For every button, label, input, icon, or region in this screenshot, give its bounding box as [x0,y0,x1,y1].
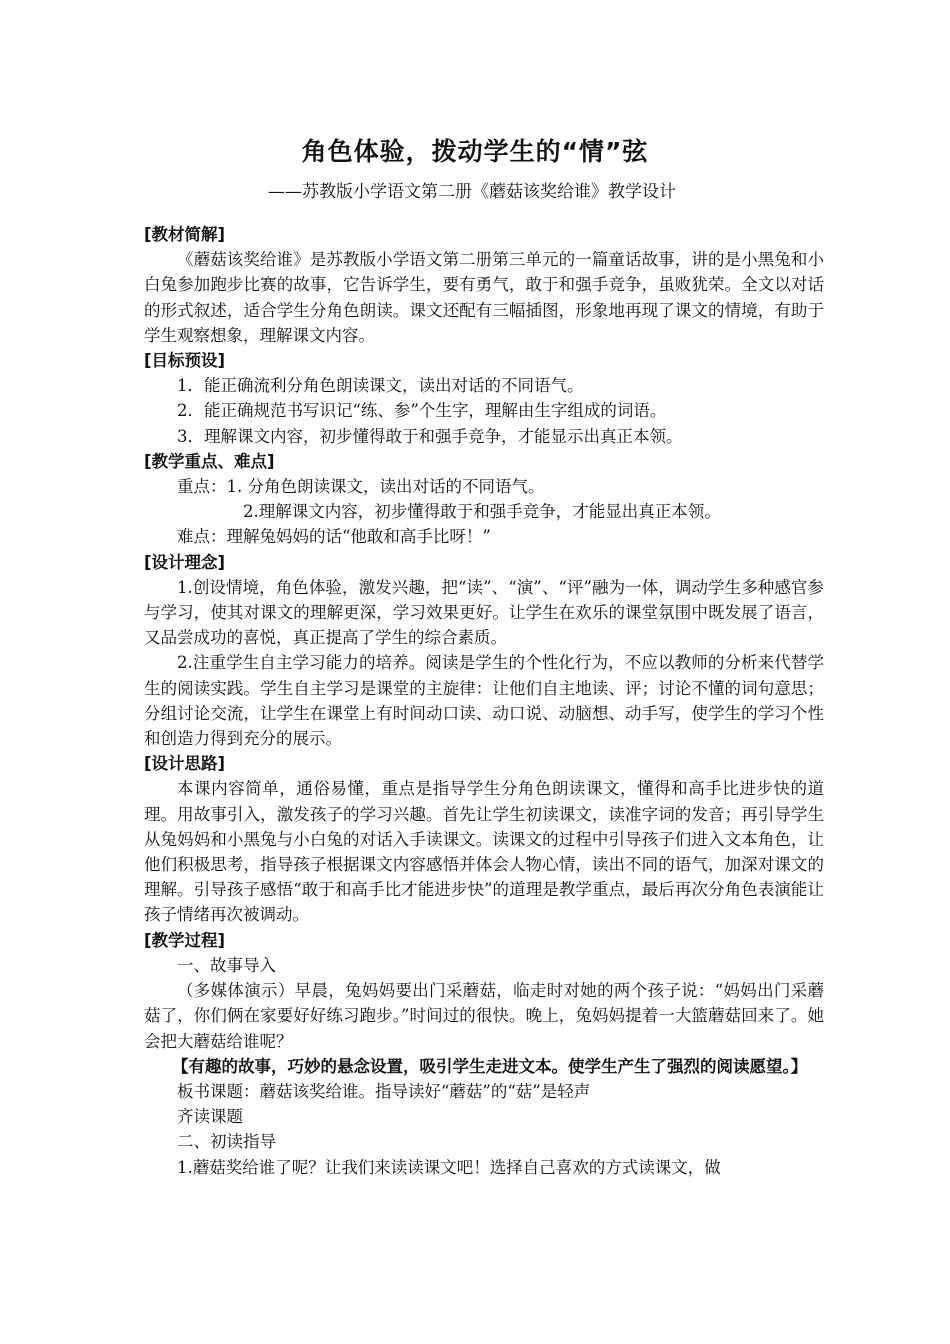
document-body [144,222,824,1180]
difficulty-point: 难点：理解兔妈妈的话“他敢和高手比呀！” [177,527,491,547]
process-story: （多媒体演示）早晨，兔妈妈要出门采蘑菇，临走时对她的两个孩子说：“妈妈出门采蘑菇了，你们俩在家要好好练习跑步。”时间过的很快。晚上，兔妈妈提着一大篮蘑菇回来了。她会把大蘑菇给谁呢？ [144,981,824,1051]
goal-item-1: 1．能正确流利分角色朗读课文，读出对话的不同语气。 [177,376,584,396]
key-point-2: 2.理解课文内容，初步懂得敢于和强手竞争，才能显出真正本领。 [243,502,721,522]
goal-item-3: 3．理解课文内容，初步懂得敢于和强手竞争，才能显示出真正本领。 [177,426,683,446]
document-title: 角色体验，拨动学生的“情”弦 [301,137,649,166]
process-board: 板书课题：蘑菇该奖给谁。指导读好“蘑菇”的“菇”是轻声 [177,1081,591,1101]
section-heading-goals: [目标预设] [144,351,226,371]
section-heading-ideas: [设计思路] [144,754,226,774]
philosophy-paragraph-2: 2.注重学生自主学习能力的培养。阅读是学生的个性化行为，不应以教师的分析来代替学生的阅读实践。学生自主学习是课堂的主旋律：让他们自主地读、评；讨论不懂的词句意思；分组讨论交流，让学生在课堂上有时间动口读、动口说、动脑想、动手写，使学生的学习个性和创造力得到充分的展示。 [144,653,824,749]
section-heading-process: [教学过程] [144,930,226,950]
document-subtitle: ——苏教版小学语文第二册《蘑菇该奖给谁》教学设计 [268,182,676,202]
process-step-1: 一、故事导入 [177,955,276,975]
section-heading-philosophy: [设计理念] [144,552,226,572]
ideas-paragraph: 本课内容简单，通俗易懂，重点是指导学生分角色朗读课文，懂得和高手比进步快的道理。用故事引入，激发孩子的学习兴趣。首先让学生初读课文，读准字词的发音；再引导学生从兔妈妈和小黑兔与小白兔的对话入手读课文。读课文的过程中引导孩子们进入文本角色，让他们积极思考，指导孩子根据课文内容感悟并体会人物心情，读出不同的语气，加深对课文的理解。引导孩子感悟“敢于和高手比才能进步快”的道理是教学重点，最后再次分角色表演能让孩子情绪再次被调动。 [144,779,824,925]
textbook-paragraph: 《蘑菇该奖给谁》是苏教版小学语文第二册第三单元的一篇童话故事，讲的是小黑兔和小白兔参加跑步比赛的故事，它告诉学生，要有勇气，敢于和强手竞争，虽败犹荣。全文以对话的形式叙述，适合学生分角色朗读。课文还配有三幅插图，形象地再现了课文的情境，有助于学生观察想象，理解课文内容。 [144,250,824,345]
process-step-2: 二、初读指导 [177,1132,276,1152]
process-task-1: 1.蘑菇奖给谁了呢？让我们来读读课文吧！选择自己喜欢的方式读课文，做 [177,1157,721,1177]
section-heading-key-points: [教学重点、难点] [144,451,275,471]
philosophy-paragraph-1: 1.创设情境，角色体验，激发兴趣，把“读”、“演”、“评”融为一体，调动学生多种感官参与学习，使其对课文的理解更深，学习效果更好。让学生在欢乐的课堂氛围中既发展了语言，又品尝成功的喜悦，真正提高了学生的综合素质。 [144,577,824,648]
process-read-title: 齐读课题 [177,1107,243,1127]
goal-item-2: 2．能正确规范书写识记“练、参”个生字，理解由生字组成的词语。 [177,401,667,421]
process-comment: 【有趣的故事，巧妙的悬念设置，吸引学生走进文本。使学生产生了强烈的阅读愿望。】 [172,1056,808,1076]
key-point-1: 重点：1. 分角色朗读课文，读出对话的不同语气。 [177,477,545,497]
section-heading-textbook: [教材简解] [144,225,226,244]
